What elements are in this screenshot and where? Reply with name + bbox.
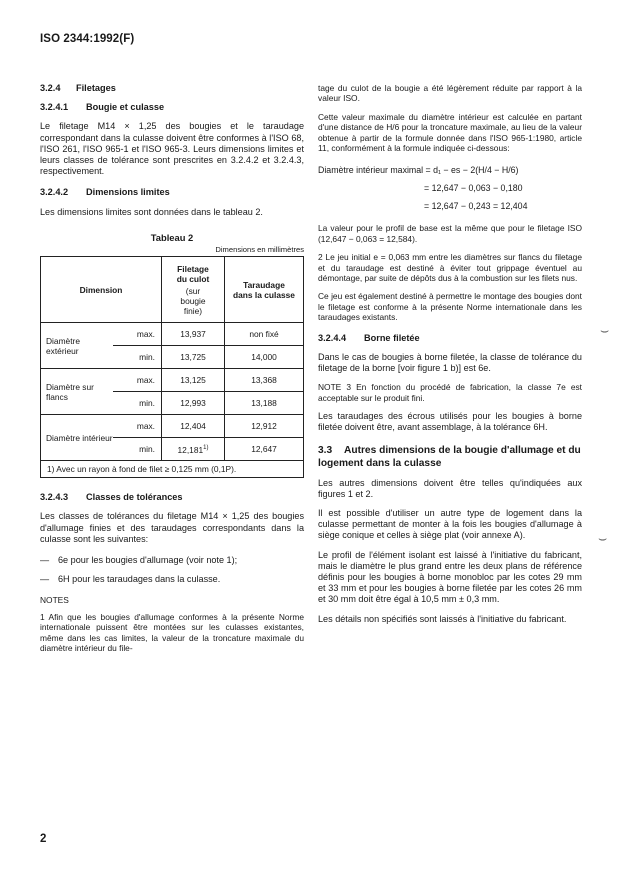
paragraph: La valeur pour le profil de base est la même que pour le filetage ISO (12,647 − 0,063 = 12,584). <box>318 223 582 244</box>
row-label: Diamètre intérieur <box>41 415 114 461</box>
section-title: Filetages <box>76 83 116 93</box>
min-label: min. <box>113 346 162 369</box>
section-number: 3.2.4.1 <box>40 102 69 113</box>
left-column <box>40 83 304 661</box>
paragraph: Les autres dimensions doivent être telles qu'indiquées aux figures 1 et 2. <box>318 477 582 499</box>
cell-value: 12,993 <box>162 392 225 415</box>
cell-value <box>162 438 225 461</box>
dimensions-table <box>40 256 304 478</box>
footnote-ref: 1) <box>203 445 209 452</box>
list-item-text: 6e pour les bougies d'allumage (voir note 1); <box>58 555 238 566</box>
section-number: 3.2.4.2 <box>40 187 69 198</box>
cell-value: 12,912 <box>225 415 304 438</box>
section-heading-3-2-4-2 <box>40 187 304 198</box>
table-row <box>41 323 304 346</box>
max-label: max. <box>113 369 162 392</box>
min-label: min. <box>113 438 162 461</box>
section-number: 3.2.4.3 <box>40 492 69 503</box>
cell-value: non fixé <box>225 323 304 346</box>
row-label: Diamètre extérieur <box>41 323 114 369</box>
list-item: — 6e pour les bougies d'allumage (voir note 1); <box>40 555 238 566</box>
table-row <box>41 415 304 438</box>
row-label: Diamètre sur flancs <box>41 369 114 415</box>
section-heading-3-2-4-4 <box>318 333 582 344</box>
standard-header: ISO 2344:1992(F) <box>40 33 135 45</box>
header-filetage <box>162 257 225 323</box>
paragraph: Ce jeu est également destiné à permettre le montage des bougies dont le filetage est conforme à la présente Norme internationale dans les taraudages existants. <box>318 291 582 323</box>
section-number: 3.3 <box>318 444 333 456</box>
header-taraudage: Taraudage dans la culasse <box>225 257 304 323</box>
formula-line: = 12,647 − 0,063 − 0,180 <box>424 183 523 194</box>
section-heading-3-2-4-3 <box>40 492 304 503</box>
table-row <box>41 369 304 392</box>
right-column <box>318 83 582 633</box>
section-heading-3-2-4-1 <box>40 102 304 113</box>
paragraph: Il est possible d'utiliser un autre type de logement dans la culasse permettant de monter à la fois les bougies d'allumage à siège conique et celles à siège plat (voir annexe A). <box>318 507 582 541</box>
cell-value-text: 12,181 <box>177 445 204 456</box>
note-2: 2 Le jeu initial e = 0,063 mm entre les diamètres sur flancs du filetage et du taraudage est destiné à éviter tout grippage éventuel au démontage, par suite de dépôts dus à la combustion sur les filets nus. <box>318 252 582 284</box>
paragraph: Dans le cas de bougies à borne filetée, la classe de tolérance du filetage de la borne [voir figure 1 b)] est 6e. <box>318 351 582 374</box>
note-1-continued: tage du culot de la bougie a été légèrement réduite par rapport à la valeur ISO. <box>318 83 582 104</box>
section-title: Classes de tolérances <box>86 492 183 503</box>
max-label: max. <box>113 415 162 438</box>
paragraph: Le profil de l'élément isolant est laissé à l'initiative du fabricant, mais le diamètre le plus grand entre les deux plans de référence définis pour les bougies à borne monobloc par les cotes 29 mm et 33 mm et pour les bougies à borne filetée par les cotes 26 mm et 30 mm doit être égal à 10,5 mm ± 0,3 mm. <box>318 549 582 605</box>
section-title: Dimensions limites <box>86 187 170 198</box>
paragraph: Le filetage M14 × 1,25 des bougies et le taraudage correspondant dans la culasse doivent être conformes à l'ISO 68, l'ISO 261, l'ISO 965-1 et l'ISO 965-3. Leurs dimensions limites et leurs classes de tolérance sont prescrites en 3.2.4.2 et 3.2.4.3, respectivement. <box>40 121 304 177</box>
paragraph: Les dimensions limites sont données dans le tableau 2. <box>40 206 263 217</box>
formula-line: Diamètre intérieur maximal = d₁ − es − 2(H/4 − H/6) <box>318 165 519 176</box>
page-number: 2 <box>40 833 47 845</box>
paragraph: Les taraudages des écrous utilisés pour les bougies à borne filetée doivent être, avant assemblage, à la tolérance 6H. <box>318 411 582 433</box>
paragraph: Cette valeur maximale du diamètre intérieur est calculée en partant d'une distance de H/6 pour la troncature maximale, au lieu de la valeur obtenue à partir de la formule donnée dans l'ISO 965-1:1980, article 11, conformément à la formule indiquée ci-dessous: <box>318 111 582 154</box>
paragraph: Les classes de tolérances du filetage M14 × 1,25 des bougies d'allumage finies et des taraudages correspondants dans la culasse sont les suivantes: <box>40 511 304 544</box>
scan-mark-icon: ⌣ <box>598 530 608 546</box>
scan-mark-icon: ⌣ <box>600 322 610 338</box>
min-label: min. <box>113 392 162 415</box>
section-number: 3.2.4.4 <box>318 332 347 343</box>
header-dimension: Dimension <box>41 257 162 323</box>
note-3: NOTE 3 En fonction du procédé de fabrication, la classe 7e est acceptable sur le produit fini. <box>318 382 582 403</box>
table-unit: Dimensions en millimètres <box>215 245 304 255</box>
table-footnote: 1) Avec un rayon à fond de filet ≥ 0,125 mm (0,1P). <box>41 461 304 478</box>
note-1: 1 Afin que les bougies d'allumage conformes à la présente Norme internationale puissent être montées sur les culasses existantes, même dans les cas limites, la valeur de la troncature maximale du diamètre intérieur du file- <box>40 611 304 654</box>
cell-value: 13,937 <box>162 323 225 346</box>
formula-line: = 12,647 − 0,243 = 12,404 <box>424 201 528 212</box>
list-item-text: 6H pour les taraudages dans la culasse. <box>58 574 221 585</box>
section-title: Borne filetée <box>364 332 420 343</box>
section-title: Autres dimensions de la bougie d'allumage et du logement dans la culasse <box>318 444 581 469</box>
header-filetage-note: (sur bougie finie) <box>180 285 206 316</box>
cell-value: 13,188 <box>225 392 304 415</box>
max-label: max. <box>113 323 162 346</box>
section-heading-3-3 <box>318 444 582 470</box>
header-filetage-title: Filetage du culot <box>176 263 210 284</box>
cell-value: 14,000 <box>225 346 304 369</box>
section-number: 3.2.4 <box>40 83 61 93</box>
table-caption: Tableau 2 <box>150 231 194 243</box>
paragraph: Les détails non spécifiés sont laissés à l'initiative du fabricant. <box>318 613 567 624</box>
cell-value: 12,404 <box>162 415 225 438</box>
list-item: — 6H pour les taraudages dans la culasse. <box>40 574 221 585</box>
cell-value: 13,725 <box>162 346 225 369</box>
cell-value: 12,647 <box>225 438 304 461</box>
cell-value: 13,368 <box>225 369 304 392</box>
section-title: Bougie et culasse <box>86 102 165 113</box>
notes-title: NOTES <box>40 595 69 606</box>
cell-value: 13,125 <box>162 369 225 392</box>
section-heading-3-2-4 <box>40 83 304 94</box>
formula-block <box>318 161 582 215</box>
